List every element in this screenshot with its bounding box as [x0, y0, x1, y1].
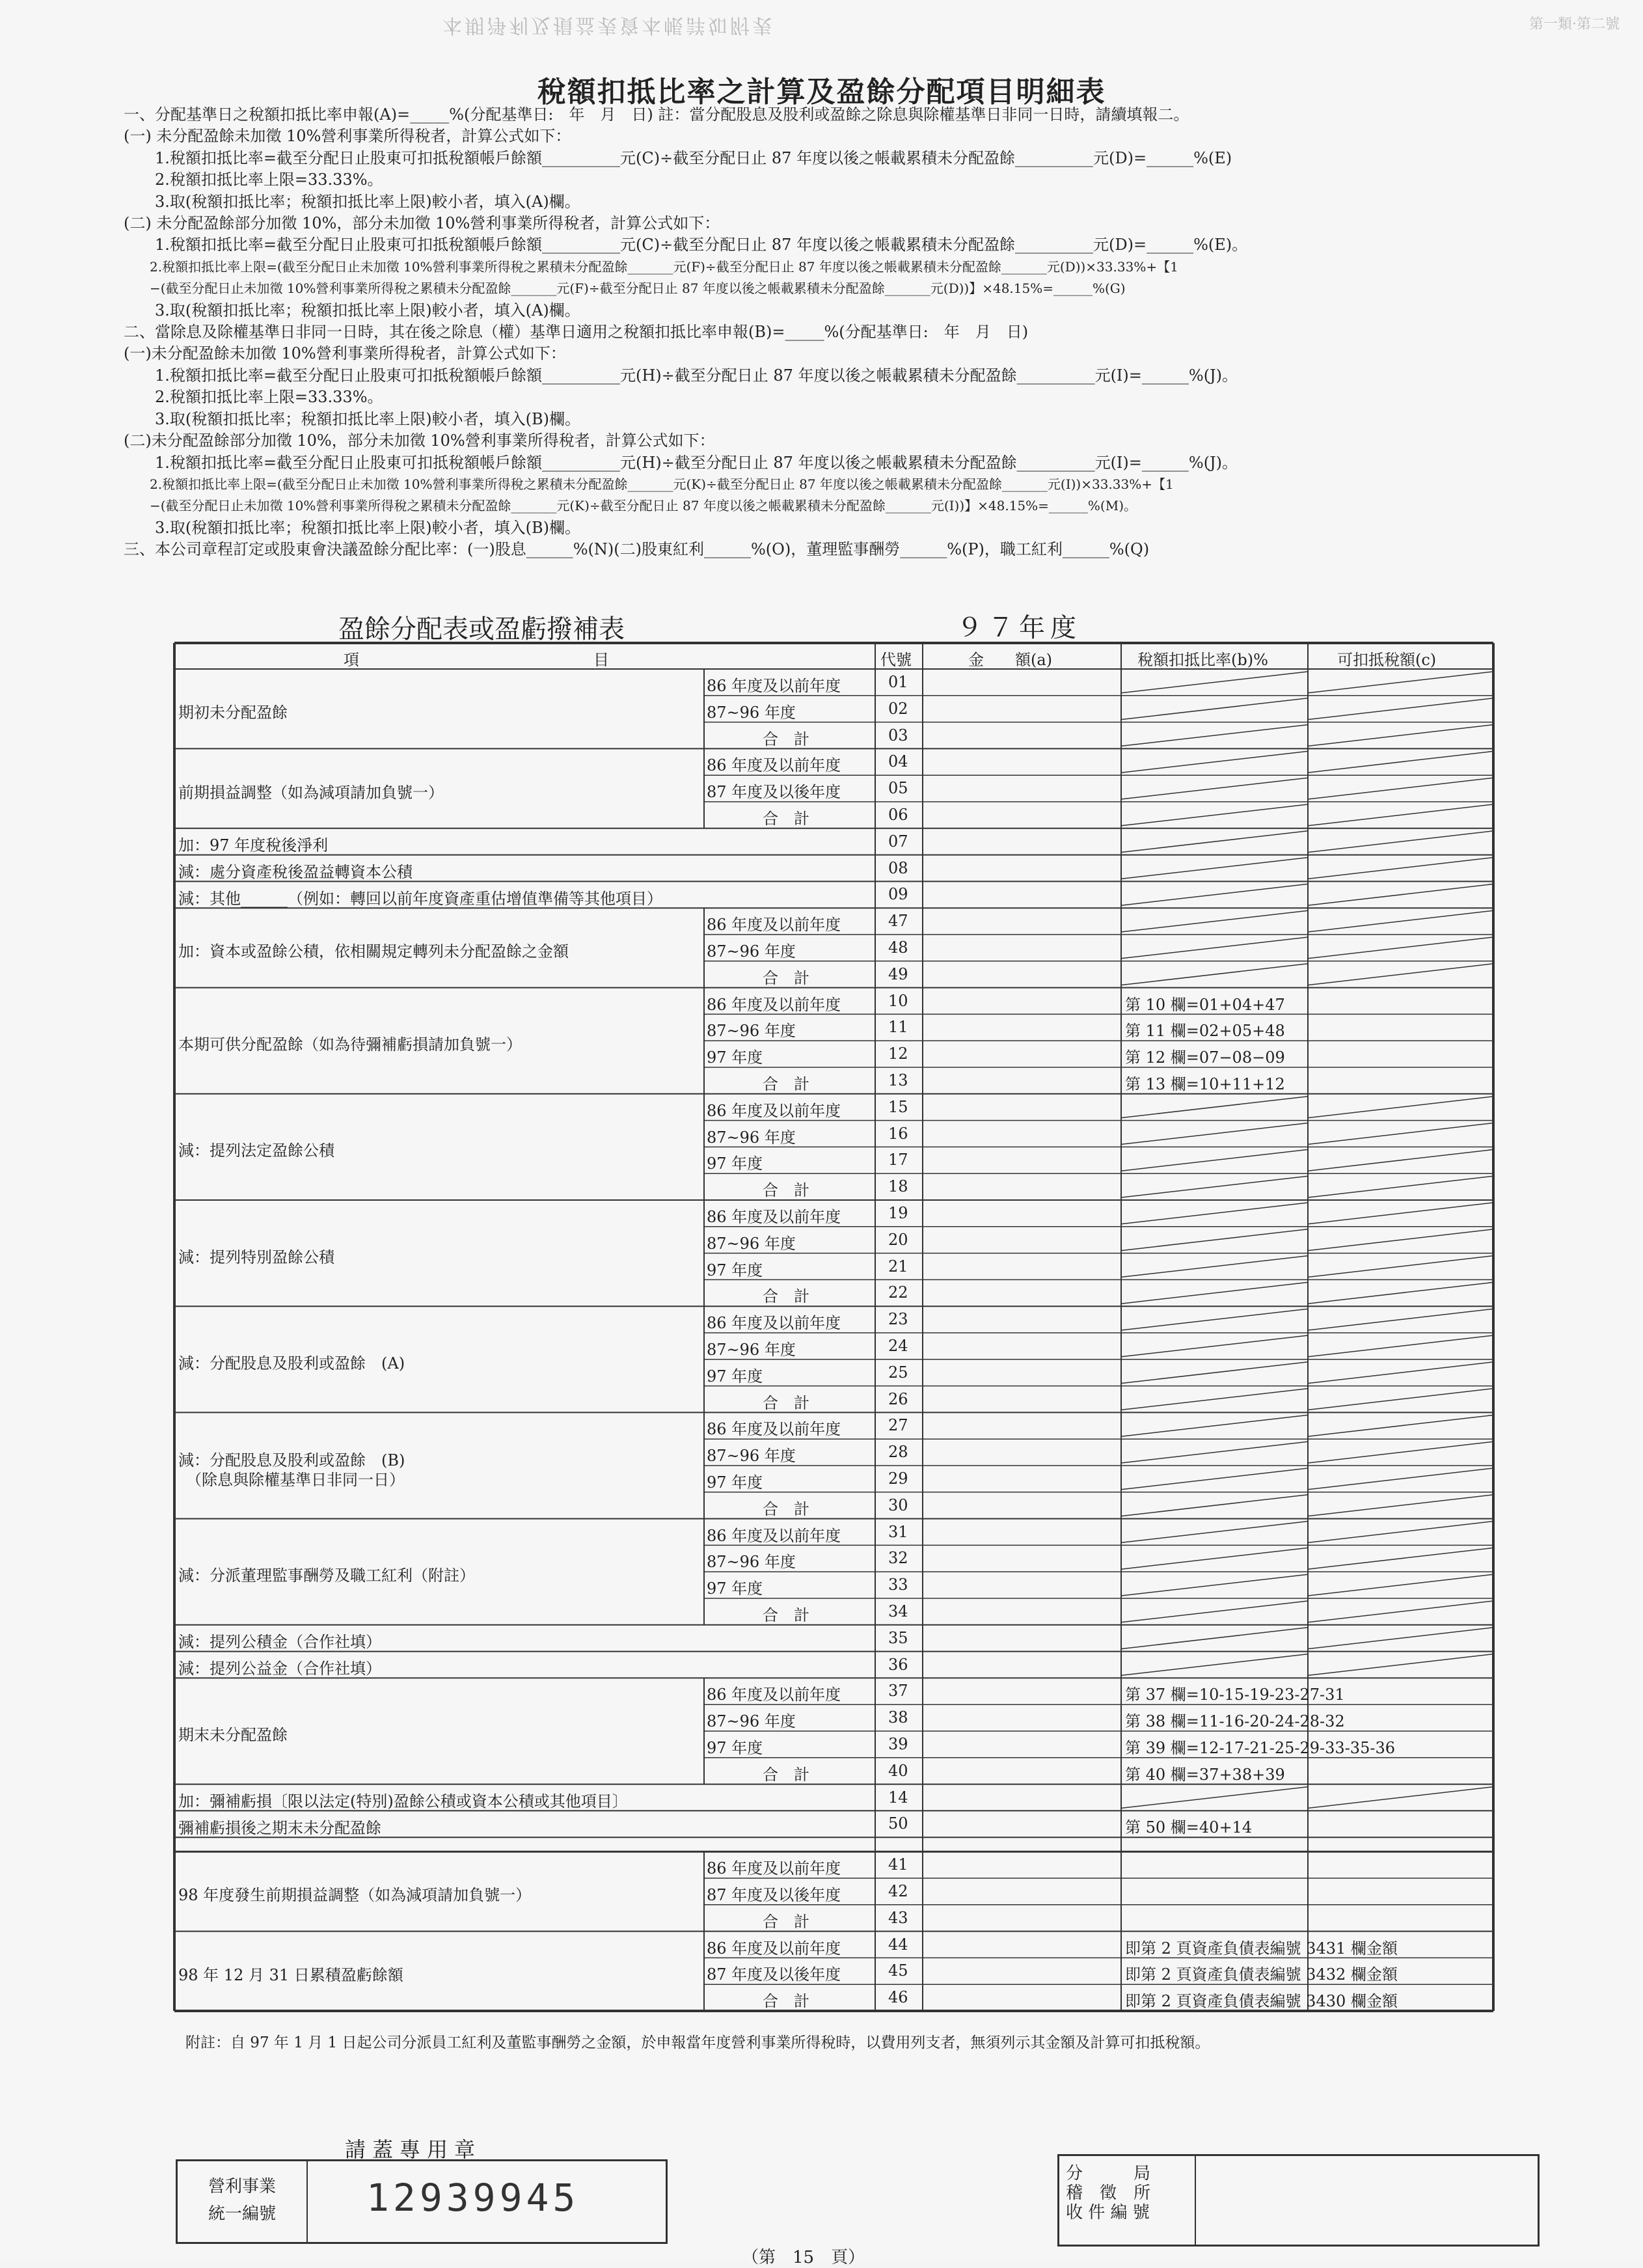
row-code: 49 — [888, 964, 908, 983]
diagonal-slash — [1308, 1123, 1493, 1145]
row-code: 22 — [888, 1283, 908, 1302]
row-subitem: 87~96 年度 — [707, 942, 796, 961]
instruction-line: 2.稅額扣抵比率上限=33.33%。 — [124, 171, 383, 189]
diagonal-slash — [1121, 1097, 1308, 1118]
row-formula: 第 39 欄=12-17-21-25-29-33-35-36 — [1125, 1739, 1395, 1757]
diagonal-slash — [1308, 1362, 1493, 1384]
group-label: 減：分派董理監事酬勞及職工紅利（附註） — [178, 1566, 475, 1585]
instruction-line: 三、本公司章程訂定或股東會決議盈餘分配比率：(一)股息______%(N)(二)股東紅利______%(O)，董理監事酬勞______%(P)，職工紅利______%(Q) — [124, 540, 1150, 559]
row-subitem: 97 年度 — [707, 1473, 763, 1492]
diagonal-slash — [1308, 1522, 1493, 1543]
diagonal-slash — [1121, 751, 1308, 772]
diagonal-slash — [1308, 1654, 1493, 1676]
row-subitem: 合 計 — [763, 1075, 809, 1093]
row-subitem: 97 年度 — [707, 1367, 763, 1386]
row-subitem: 87~96 年度 — [707, 1447, 796, 1466]
row-subitem: 合 計 — [763, 1393, 809, 1412]
group-label: 減：提列特別盈餘公積 — [178, 1248, 334, 1266]
row-code: 06 — [888, 806, 908, 824]
diagonal-slash — [1308, 672, 1493, 693]
group-label: 減：提列法定盈餘公積 — [178, 1141, 334, 1160]
row-subitem: 87 年度及以後年度 — [707, 1886, 841, 1904]
instruction-line: −(截至分配日止未加徵 10%營利事業所得稅之累積未分配盈餘_______元(K)÷截至分配日止 87 年度以後之帳載累積未分配盈餘_______元(I))】×48.15%=______%(M)。 — [124, 498, 1137, 514]
row-code: 38 — [888, 1708, 908, 1727]
diagonal-slash — [1121, 858, 1308, 879]
diagonal-slash — [1121, 1362, 1308, 1384]
table-title: 盈餘分配表或盈虧撥補表 — [338, 614, 625, 644]
diagonal-slash — [1308, 1229, 1493, 1251]
row-subitem: 87~96 年度 — [707, 1234, 796, 1253]
diagonal-slash — [1308, 910, 1493, 932]
row-subitem: 合 計 — [763, 730, 809, 748]
label-line: 分 局 — [1066, 2164, 1151, 2183]
row-code: 30 — [888, 1496, 908, 1514]
diagonal-slash — [1308, 1389, 1493, 1410]
diagonal-slash — [1308, 1441, 1493, 1463]
group-label: 減：提列公積金（合作社填） — [178, 1633, 381, 1652]
row-code: 15 — [888, 1097, 908, 1116]
row-formula: 第 10 欄=01+04+47 — [1125, 995, 1285, 1014]
business-id-box — [176, 2159, 668, 2244]
row-subitem: 86 年度及以前年度 — [707, 1686, 841, 1704]
row-formula: 第 11 欄=02+05+48 — [1125, 1022, 1285, 1041]
row-formula: 第 13 欄=10+11+12 — [1125, 1075, 1285, 1093]
form-title: 稅額扣抵比率之計算及盈餘分配項目明細表 — [537, 75, 1106, 109]
diagonal-slash — [1121, 1654, 1308, 1676]
diagonal-slash — [1121, 1495, 1308, 1516]
instruction-line: (一) 未分配盈餘未加徵 10%營利事業所得稅者，計算公式如下： — [124, 127, 571, 146]
instruction-line: (一)未分配盈餘未加徵 10%營利事業所得稅者，計算公式如下： — [124, 344, 566, 363]
diagonal-slash — [1308, 831, 1493, 853]
group-label: 彌補虧損後之期末未分配盈餘 — [178, 1818, 381, 1837]
instruction-line: 1.稅額扣抵比率=截至分配日止股東可扣抵稅額帳戶餘額__________元(H)÷截至分配日止 87 年度以後之帳載累積未分配盈餘__________元(I)=______%(J)。 — [124, 453, 1238, 472]
instruction-line: 2.稅額扣抵比率上限=33.33%。 — [124, 388, 383, 407]
row-subitem: 86 年度及以前年度 — [707, 916, 841, 935]
row-code: 29 — [888, 1469, 908, 1488]
diagonal-slash — [1121, 1601, 1308, 1622]
row-code: 20 — [888, 1230, 908, 1249]
diagonal-slash — [1121, 1522, 1308, 1543]
diagonal-slash — [1121, 1203, 1308, 1224]
diagonal-slash — [1308, 1495, 1493, 1516]
diagonal-slash — [1121, 910, 1308, 932]
office-receipt-box — [1057, 2154, 1540, 2247]
row-formula: 第 37 欄=10-15-19-23-27-31 — [1125, 1686, 1345, 1704]
row-subitem: 97 年度 — [707, 1739, 763, 1757]
group-label: 減：其他______（例如：轉回以前年度資產重估增值準備等其他項目） — [178, 889, 662, 908]
diagonal-slash — [1121, 672, 1308, 693]
diagonal-slash — [1121, 1229, 1308, 1251]
row-code: 08 — [888, 858, 908, 877]
diagonal-slash — [1121, 725, 1308, 746]
row-code: 46 — [888, 1988, 908, 2007]
row-code: 19 — [888, 1204, 908, 1222]
instruction-line: 3.取(稅額扣抵比率；稅額扣抵比率上限)較小者，填入(A)欄。 — [124, 301, 580, 320]
row-code: 27 — [888, 1416, 908, 1435]
row-subitem: 97 年度 — [707, 1154, 763, 1173]
instruction-line: 1.稅額扣抵比率=截至分配日止股東可扣抵稅額帳戶餘額__________元(C)÷截至分配日止 87 年度以後之帳載累積未分配盈餘__________元(D)=______%(E) — [124, 148, 1232, 167]
row-code: 28 — [888, 1443, 908, 1462]
row-subitem: 97 年度 — [707, 1048, 763, 1067]
diagonal-slash — [1121, 1468, 1308, 1490]
diagonal-slash — [1308, 698, 1493, 720]
row-code: 34 — [888, 1602, 908, 1620]
row-code: 12 — [888, 1045, 908, 1063]
row-code: 44 — [888, 1935, 908, 1954]
diagonal-slash — [1121, 1123, 1308, 1145]
diagonal-slash — [1308, 1415, 1493, 1436]
group-label: 減：分配股息及股利或盈餘 (A) — [178, 1354, 405, 1373]
diagonal-slash — [1308, 1176, 1493, 1197]
row-code: 37 — [888, 1682, 908, 1701]
row-code: 07 — [888, 832, 908, 851]
header-deductible: 可扣抵稅額(c) — [1337, 651, 1437, 669]
corner-mark: 第一類·第二號 — [1529, 16, 1620, 33]
instruction-line: 3.取(稅額扣抵比率；稅額扣抵比率上限)較小者，填入(B)欄。 — [124, 409, 580, 428]
row-code: 24 — [888, 1337, 908, 1355]
diagonal-slash — [1121, 884, 1308, 905]
diagonal-slash — [1121, 831, 1308, 853]
diagonal-slash — [1308, 804, 1493, 826]
diagonal-slash — [1308, 858, 1493, 879]
row-code: 40 — [888, 1761, 908, 1780]
instruction-line: 3.取(稅額扣抵比率；稅額扣抵比率上限)較小者，填入(B)欄。 — [124, 518, 580, 537]
row-subitem: 87~96 年度 — [707, 1553, 796, 1572]
row-code: 17 — [888, 1151, 908, 1169]
header-amount: 金 額(a) — [968, 651, 1053, 669]
row-subitem: 合 計 — [763, 1181, 809, 1200]
row-code: 10 — [888, 991, 908, 1010]
diagonal-slash — [1121, 1389, 1308, 1410]
instruction-line: 3.取(稅額扣抵比率；稅額扣抵比率上限)較小者，填入(A)欄。 — [124, 192, 580, 211]
row-subitem: 86 年度及以前年度 — [707, 677, 841, 695]
group-label: 加：97 年度稅後淨利 — [178, 836, 329, 855]
instruction-line: 1.稅額扣抵比率=截至分配日止股東可扣抵稅額帳戶餘額__________元(C)÷截至分配日止 87 年度以後之帳載累積未分配盈餘__________元(D)=______%(E)。 — [124, 236, 1248, 254]
row-subitem: 合 計 — [763, 810, 809, 828]
diagonal-slash — [1121, 1282, 1308, 1304]
diagonal-slash — [1121, 804, 1308, 826]
diagonal-slash — [1308, 1574, 1493, 1596]
row-formula: 第 12 欄=07−08−09 — [1125, 1048, 1285, 1067]
table-year: ９７年度 — [957, 613, 1081, 643]
page-number: （第 15 頁） — [742, 2248, 865, 2267]
row-code: 23 — [888, 1310, 908, 1329]
row-code: 31 — [888, 1522, 908, 1541]
diagonal-slash — [1308, 964, 1493, 985]
row-code: 35 — [888, 1628, 908, 1647]
row-code: 41 — [888, 1855, 908, 1874]
diagonal-slash — [1308, 1335, 1493, 1357]
row-code: 39 — [888, 1735, 908, 1753]
row-code: 14 — [888, 1788, 908, 1807]
row-code: 42 — [888, 1882, 908, 1900]
diagonal-slash — [1121, 778, 1308, 799]
row-code: 16 — [888, 1124, 908, 1143]
business-id-label — [178, 2161, 308, 2242]
label-line: 營利事業 — [208, 2177, 276, 2196]
diagonal-slash — [1121, 1149, 1308, 1171]
row-subitem: 86 年度及以前年度 — [707, 1314, 841, 1333]
diagonal-slash — [1121, 1256, 1308, 1277]
office-receipt-label — [1059, 2156, 1196, 2245]
diagonal-slash — [1121, 1309, 1308, 1330]
row-formula: 第 38 欄=11-16-20-24-28-32 — [1125, 1712, 1345, 1731]
row-code: 09 — [888, 885, 908, 904]
row-subitem: 86 年度及以前年度 — [707, 1101, 841, 1120]
group-label: 前期損益調整（如為減項請加負號一） — [178, 783, 444, 802]
header-ratio: 稅額扣抵比率(b)% — [1137, 651, 1268, 669]
diagonal-slash — [1121, 1548, 1308, 1569]
diagonal-slash — [1308, 1149, 1493, 1171]
row-subitem: 合 計 — [763, 1992, 809, 2011]
row-code: 05 — [888, 779, 908, 798]
diagonal-slash — [1121, 698, 1308, 720]
footnote: 附註：自 97 年 1 月 1 日起公司分派員工紅利及董監事酬勞之金額，於申報當年度營利事業所得稅時，以費用列支者，無須列示其金額及計算可扣抵稅額。 — [185, 2034, 1210, 2051]
row-subitem: 86 年度及以前年度 — [707, 1208, 841, 1226]
diagonal-slash — [1308, 1787, 1493, 1809]
row-subitem: 87~96 年度 — [707, 1341, 796, 1359]
row-subitem: 87~96 年度 — [707, 1128, 796, 1147]
diagonal-slash — [1121, 1335, 1308, 1357]
row-subitem: 86 年度及以前年度 — [707, 995, 841, 1014]
diagonal-slash — [1308, 1309, 1493, 1330]
row-subitem: 合 計 — [763, 1287, 809, 1306]
row-code: 25 — [888, 1363, 908, 1382]
diagonal-slash — [1308, 1097, 1493, 1118]
label-line: 統一編號 — [208, 2204, 276, 2224]
group-label: 減：分配股息及股利或盈餘 (B) — [178, 1451, 405, 1469]
row-code: 32 — [888, 1549, 908, 1568]
instruction-line: 2.稅額扣抵比率上限=(截至分配日止未加徵 10%營利事業所得稅之累積未分配盈餘_______元(F)÷截至分配日止 87 年度以後之帳載累積未分配盈餘_______元(D))×33.33%+【1 — [124, 258, 1178, 275]
group-label: 期末未分配盈餘 — [178, 1726, 288, 1744]
group-label: 期初未分配盈餘 — [178, 704, 288, 722]
diagonal-slash — [1121, 1441, 1308, 1463]
diagonal-slash — [1308, 725, 1493, 746]
bleed-through-text: 本期淨利及損益表資本帳詳如附表 — [442, 14, 774, 36]
group-label: 加：彌補虧損〔限以法定(特別)盈餘公積或資本公積或其他項目〕 — [178, 1792, 628, 1810]
row-code: 13 — [888, 1071, 908, 1089]
row-subitem: 合 計 — [763, 1765, 809, 1784]
row-subitem: 合 計 — [763, 1912, 809, 1931]
row-code: 26 — [888, 1389, 908, 1408]
row-code: 21 — [888, 1257, 908, 1276]
row-subitem: 97 年度 — [707, 1261, 763, 1279]
row-code: 04 — [888, 752, 908, 771]
row-subitem: 87~96 年度 — [707, 703, 796, 722]
row-subitem: 86 年度及以前年度 — [707, 1939, 841, 1958]
header-code: 代號 — [880, 651, 912, 669]
row-code: 33 — [888, 1576, 908, 1594]
group-label: 減：提列公益金（合作社填） — [178, 1660, 381, 1678]
group-label: 本期可供分配盈餘（如為待彌補虧損請加負號一） — [178, 1035, 522, 1054]
diagonal-slash — [1121, 1787, 1308, 1809]
row-subitem: 87 年度及以後年度 — [707, 1965, 841, 1984]
label-line: 稽 徵 所 — [1066, 2183, 1151, 2203]
row-code: 18 — [888, 1177, 908, 1196]
instruction-line: (二) 未分配盈餘部分加徵 10%，部分未加徵 10%營利事業所得稅者，計算公式如下： — [124, 214, 720, 233]
diagonal-slash — [1308, 1282, 1493, 1304]
row-formula: 即第 2 頁資產負債表編號 3430 欄金額 — [1125, 1992, 1398, 2011]
row-subitem: 86 年度及以前年度 — [707, 1526, 841, 1545]
row-code: 48 — [888, 938, 908, 957]
group-label: （除息與除權基準日非同一日） — [178, 1471, 405, 1489]
row-subitem: 合 計 — [763, 968, 809, 987]
diagonal-slash — [1308, 751, 1493, 772]
row-subitem: 合 計 — [763, 1499, 809, 1518]
row-subitem: 合 計 — [763, 1606, 809, 1624]
row-code: 47 — [888, 912, 908, 931]
diagonal-slash — [1121, 1176, 1308, 1197]
row-formula: 第 50 欄=40+14 — [1125, 1818, 1253, 1837]
group-label: 98 年度發生前期損益調整（如為減項請加負號一） — [178, 1886, 532, 1905]
row-code: 50 — [888, 1814, 908, 1833]
diagonal-slash — [1121, 964, 1308, 985]
diagonal-slash — [1121, 1628, 1308, 1649]
diagonal-slash — [1308, 1468, 1493, 1490]
instruction-line: 二、當除息及除權基準日非同一日時，其在後之除息（權）基準日適用之稅額扣抵比率申報(B)=_____%(分配基準日: 年 月 日) — [124, 323, 1029, 342]
row-code: 36 — [888, 1655, 908, 1674]
row-subitem: 86 年度及以前年度 — [707, 1859, 841, 1878]
diagonal-slash — [1308, 1203, 1493, 1224]
row-code: 02 — [888, 699, 908, 718]
row-code: 45 — [888, 1961, 908, 1980]
label-line: 收 件 編 號 — [1066, 2203, 1150, 2222]
instruction-line: 2.稅額扣抵比率上限=(截至分配日止未加徵 10%營利事業所得稅之累積未分配盈餘_______元(K)÷截至分配日止 87 年度以後之帳載累積未分配盈餘_______元(I))×33.33%+【1 — [124, 476, 1174, 492]
diagonal-slash — [1121, 937, 1308, 959]
diagonal-slash — [1308, 1548, 1493, 1569]
row-formula: 第 40 欄=37+38+39 — [1125, 1765, 1285, 1784]
row-code: 01 — [888, 673, 908, 691]
diagonal-slash — [1121, 1415, 1308, 1436]
row-formula: 即第 2 頁資產負債表編號 3431 欄金額 — [1125, 1939, 1398, 1958]
diagonal-slash — [1308, 937, 1493, 959]
instruction-line: −(截至分配日止未加徵 10%營利事業所得稅之累積未分配盈餘_______元(F)÷截至分配日止 87 年度以後之帳載累積未分配盈餘_______元(D))】×48.15%=______%(G) — [124, 280, 1126, 297]
row-subitem: 97 年度 — [707, 1579, 763, 1598]
diagonal-slash — [1308, 1628, 1493, 1649]
row-subitem: 87 年度及以後年度 — [707, 783, 841, 802]
business-id-number: 12939945 — [366, 2176, 580, 2220]
row-subitem: 86 年度及以前年度 — [707, 756, 841, 775]
instruction-line: 1.稅額扣抵比率=截至分配日止股東可扣抵稅額帳戶餘額__________元(H)÷截至分配日止 87 年度以後之帳載累積未分配盈餘__________元(I)=______%(J)。 — [124, 366, 1238, 385]
row-code: 11 — [888, 1018, 908, 1037]
group-label: 減：處分資產稅後盈益轉資本公積 — [178, 863, 413, 881]
row-subitem: 87~96 年度 — [707, 1022, 796, 1041]
diagonal-slash — [1308, 884, 1493, 905]
header-item: 項 目 — [344, 651, 609, 669]
row-code: 43 — [888, 1908, 908, 1927]
diagonal-slash — [1308, 1601, 1493, 1622]
row-code: 03 — [888, 726, 908, 745]
diagonal-slash — [1121, 1574, 1308, 1596]
diagonal-slash — [1308, 778, 1493, 799]
instruction-line: 一、分配基準日之稅額扣抵比率申報(A)=_____%(分配基準日: 年 月 日) 註：當分配股息及股利或盈餘之除息與除權基準日非同一日時，請續填報二。 — [124, 105, 1189, 124]
row-subitem: 87~96 年度 — [707, 1712, 796, 1731]
row-subitem: 86 年度及以前年度 — [707, 1420, 841, 1439]
group-label: 加：資本或盈餘公積，依相關規定轉列未分配盈餘之金額 — [178, 942, 569, 961]
group-label: 98 年 12 月 31 日累積盈虧餘額 — [178, 1965, 403, 1984]
row-formula: 即第 2 頁資產負債表編號 3432 欄金額 — [1125, 1965, 1398, 1984]
instruction-line: (二)未分配盈餘部分加徵 10%，部分未加徵 10%營利事業所得稅者，計算公式如下： — [124, 431, 715, 450]
stamp-label: 請蓋專用章 — [345, 2137, 482, 2162]
diagonal-slash — [1308, 1256, 1493, 1277]
